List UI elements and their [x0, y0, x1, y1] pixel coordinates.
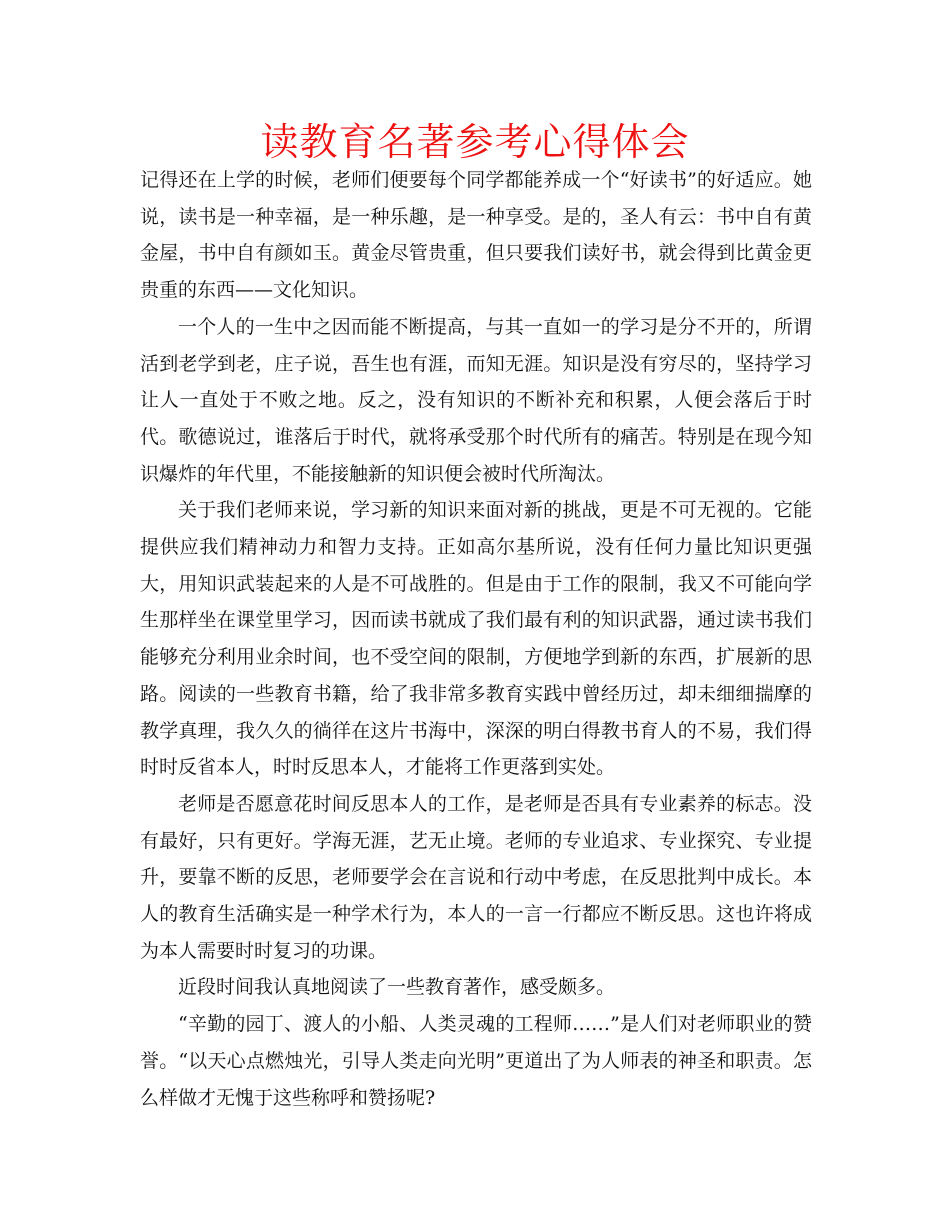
- paragraph-5: 近段时间我认真地阅读了一些教育著作，感受颇多。: [178, 976, 616, 999]
- document-body: [140, 162, 812, 1116]
- paragraph-4: 老师是否愿意花时间反思本人的工作，是老师是否具有专业素养的标志。没有最好，只有更好。学海无涯，艺无止境。老师的专业追求、专业探究、专业提升，要靠不断的反思，老师要学会在言说和行动中考虑，在反思批判中成长。本人的教育生活确实是一种学术行为，本人的一言一行都应不断反思。这也许将成为本人需要时时复习的功课。: [140, 792, 812, 962]
- paragraph-1: 记得还在上学的时候，老师们便要每个同学都能养成一个“好读书”的好适应。她说，读书是一种幸福，是一种乐趣，是一种享受。是的，圣人有云：书中自有黄金屋，书中自有颜如玉。黄金尽管贵重，但只要我们读好书，就会得到比黄金更贵重的东西——文化知识。: [140, 169, 812, 302]
- paragraph-3: 关于我们老师来说，学习新的知识来面对新的挑战，更是不可无视的。它能提供应我们精神动力和智力支持。正如高尔基所说，没有任何力量比知识更强大，用知识武装起来的人是不可战胜的。但是由于工作的限制，我又不可能向学生那样坐在课堂里学习，因而读书就成了我们最有利的知识武器，通过读书我们能够充分利用业余时间，也不受空间的限制，方便地学到新的东西，扩展新的思路。阅读的一些教育书籍，给了我非常多教育实践中曾经历过，却未细细揣摩的教学真理，我久久的徜徉在这片书海中，深深的明白得教书育人的不易，我们得时时反省本人，时时反思本人，才能将工作更落到实处。: [140, 499, 812, 779]
- paragraph-2: 一个人的一生中之因而能不断提高，与其一直如一的学习是分不开的，所谓活到老学到老，庄子说，吾生也有涯，而知无涯。知识是没有穷尽的，坚持学习让人一直处于不败之地。反之，没有知识的不断补充和积累，人便会落后于时代。歌德说过，谁落后于时代，就将承受那个时代所有的痛苦。特别是在现今知识爆炸的年代里，不能接触新的知识便会被时代所淘汰。: [140, 315, 812, 485]
- paragraph-6: “辛勤的园丁、渡人的小船、人类灵魂的工程师……”是人们对老师职业的赞誉。“以天心点燃烛光，引导人类走向光明”更道出了为人师表的神圣和职责。怎么样做才无愧于这些称呼和赞扬呢?: [140, 1013, 812, 1109]
- document-title: 读教育名著参考心得体会: [260, 120, 690, 164]
